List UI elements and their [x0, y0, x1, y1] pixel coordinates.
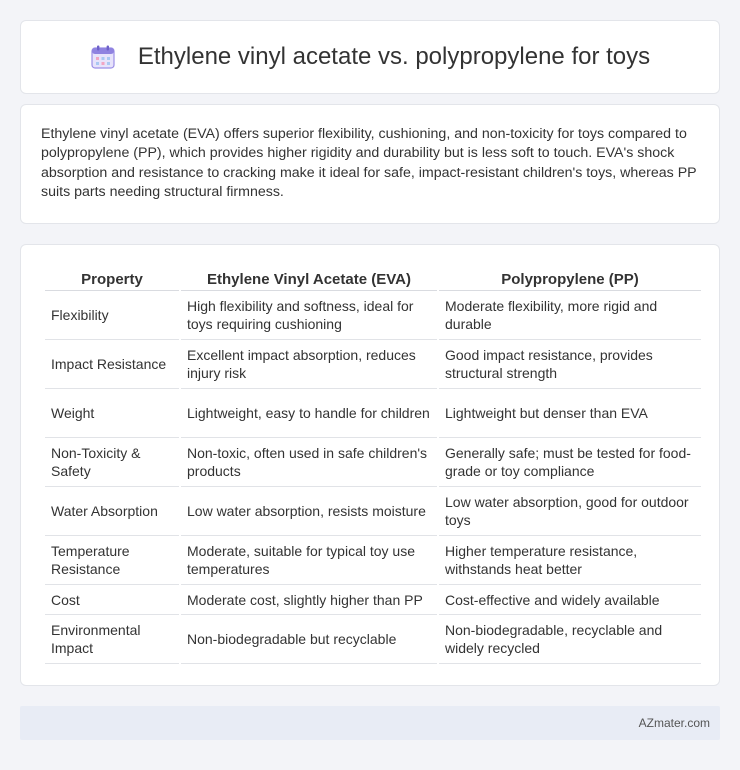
footer-bar: [20, 706, 720, 740]
footer-brand: AZmater.com: [638, 716, 710, 730]
pp-cell: Non-biodegradable, recyclable and widely recycled: [439, 615, 701, 664]
property-cell: Flexibility: [45, 291, 179, 340]
property-cell: Non-Toxicity & Safety: [45, 438, 179, 487]
column-header-eva: Ethylene Vinyl Acetate (EVA): [181, 265, 437, 291]
eva-cell: Excellent impact absorption, reduces injury risk: [181, 340, 437, 389]
pp-cell: Higher temperature resistance, withstands heat better: [439, 536, 701, 585]
eva-cell: Non-biodegradable but recyclable: [181, 615, 437, 664]
pp-cell: Generally safe; must be tested for food-grade or toy compliance: [439, 438, 701, 487]
property-cell: Impact Resistance: [45, 340, 179, 389]
eva-cell: Low water absorption, resists moisture: [181, 487, 437, 536]
pp-cell: Moderate flexibility, more rigid and durable: [439, 291, 701, 340]
property-cell: Cost: [45, 585, 179, 615]
table-row: [45, 615, 701, 664]
pp-cell: Low water absorption, good for outdoor toys: [439, 487, 701, 536]
property-cell: Water Absorption: [45, 487, 179, 536]
eva-cell: High flexibility and softness, ideal for toys requiring cushioning: [181, 291, 437, 340]
title-card: [20, 20, 720, 94]
property-cell: Environmental Impact: [45, 615, 179, 664]
pp-cell: Cost-effective and widely available: [439, 585, 701, 615]
table-row: [45, 585, 701, 615]
eva-cell: Moderate, suitable for typical toy use temperatures: [181, 536, 437, 585]
calendar-icon: [90, 44, 116, 70]
table-header-row: [45, 265, 701, 291]
table-row: [45, 291, 701, 340]
eva-cell: Lightweight, easy to handle for children: [181, 389, 437, 438]
table-row: [45, 389, 701, 438]
property-cell: Temperature Resistance: [45, 536, 179, 585]
table-row: [45, 536, 701, 585]
table-row: [45, 487, 701, 536]
pp-cell: Lightweight but denser than EVA: [439, 389, 701, 438]
table-row: [45, 340, 701, 389]
eva-cell: Moderate cost, slightly higher than PP: [181, 585, 437, 615]
column-header-pp: Polypropylene (PP): [439, 265, 701, 291]
page-title: Ethylene vinyl acetate vs. polypropylene for toys: [137, 43, 651, 70]
column-header-property: Property: [45, 265, 179, 291]
property-cell: Weight: [45, 389, 179, 438]
intro-card: [20, 104, 720, 224]
table-row: [45, 438, 701, 487]
intro-text: Ethylene vinyl acetate (EVA) offers superior flexibility, cushioning, and non-toxicity for toys compared to polypropylene (PP), which provides higher rigidity and durability but is less soft to touch. EVA's shock absorption and resistance to cracking make it ideal for safe, impact-resistant children's toys, whereas PP suits parts needing structural firmness.: [41, 126, 697, 201]
comparison-card: [20, 244, 720, 686]
comparison-table: [43, 265, 703, 664]
pp-cell: Good impact resistance, provides structural strength: [439, 340, 701, 389]
eva-cell: Non-toxic, often used in safe children's products: [181, 438, 437, 487]
